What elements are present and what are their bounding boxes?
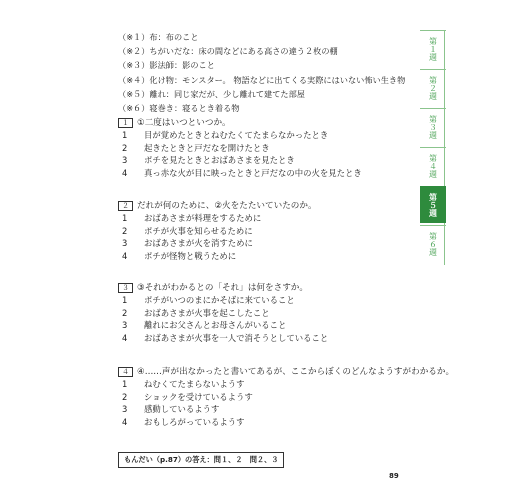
answer-option[interactable]: 4 ポチが怪物と戦うために	[122, 251, 237, 262]
tab-week-4[interactable]: 第４週	[420, 147, 446, 184]
question-number: ４	[118, 367, 133, 377]
question-text: ③それがわかるとの「それ」は何をさすか。	[137, 283, 308, 293]
answer-option[interactable]: 2 おばあさまが火事を起こしたこと	[122, 307, 270, 318]
answer-option[interactable]: 4 おばあさまが火事を一人で消そうとしていること	[122, 333, 329, 344]
previous-answers-box: もんだい（p.87）の答え：問１、２ 問２、３	[118, 452, 284, 468]
answer-option[interactable]: 3 離れにお父さんとお母さんがいること	[122, 320, 287, 331]
question-heading	[118, 200, 418, 212]
footnote: （※６）寝巻き：寝るとき着る物	[118, 103, 240, 114]
page-number: 89	[389, 472, 399, 480]
question-4	[118, 366, 455, 429]
answer-option[interactable]: 4 おもしろがっているようす	[122, 417, 245, 428]
answer-option[interactable]: 1 ポチがいつのまにかそばに来ていること	[122, 295, 295, 305]
question-3	[118, 282, 418, 345]
question-text: ①二度はいつといつか。	[137, 118, 231, 128]
footnote: （※３）影法師：影のこと	[118, 60, 215, 71]
question-heading	[118, 366, 455, 378]
answer-option[interactable]: 2 ポチが火事を知らせるために	[122, 225, 253, 236]
question-text: ④……声が出なかったと書いてあるが、ここからぼくのどんなようすがわかるか。	[137, 367, 455, 377]
answer-option[interactable]: 1 おばあさまが料理をするために	[122, 213, 262, 223]
tab-week-3[interactable]: 第３週	[420, 108, 446, 145]
answer-option[interactable]: 3 おばあさまが火を消すために	[122, 238, 253, 249]
question-number: ２	[118, 201, 133, 211]
tab-week-5[interactable]: 第５週	[420, 186, 446, 223]
question-number: １	[118, 118, 133, 128]
tab-week-1[interactable]: 第１週	[420, 30, 446, 67]
answer-option[interactable]: 3 感動しているようす	[122, 404, 220, 415]
question-2	[118, 200, 418, 263]
answer-option[interactable]: 2 起きたときと戸だなを開けたとき	[122, 142, 270, 153]
question-1	[118, 117, 418, 180]
answer-option[interactable]: 1 目が覚めたときとねむたくてたまらなかったとき	[122, 130, 329, 140]
footnote: （※２）ちがいだな：床の間などにある高さの違う２枚の棚	[118, 46, 338, 57]
answer-option[interactable]: 1 ねむくてたまらないようす	[122, 379, 245, 389]
question-text: だれが何のために、②火をたたいていたのか。	[137, 201, 317, 211]
footnote: （※４）化け物：モンスター。 物語などに出てくる実際にはいない怖い生き物	[118, 74, 406, 85]
question-heading	[118, 282, 418, 294]
question-number: ３	[118, 283, 133, 293]
question-heading	[118, 117, 418, 129]
tab-week-6[interactable]: 第６週	[420, 225, 446, 262]
answer-option[interactable]: 4 真っ赤な火が目に映ったときと戸だなの中の火を見たとき	[122, 168, 362, 179]
footnote: （※５）離れ：同じ家だが、少し離れて建てた部屋	[118, 88, 305, 99]
answer-option[interactable]: 3 ポチを見たときとおばあさまを見たとき	[122, 155, 295, 166]
footnotes	[118, 30, 418, 115]
tab-week-2[interactable]: 第２週	[420, 69, 446, 106]
footnote: （※１）布：布のこと	[118, 32, 199, 42]
answer-option[interactable]: 2 ショックを受けているようす	[122, 391, 253, 402]
